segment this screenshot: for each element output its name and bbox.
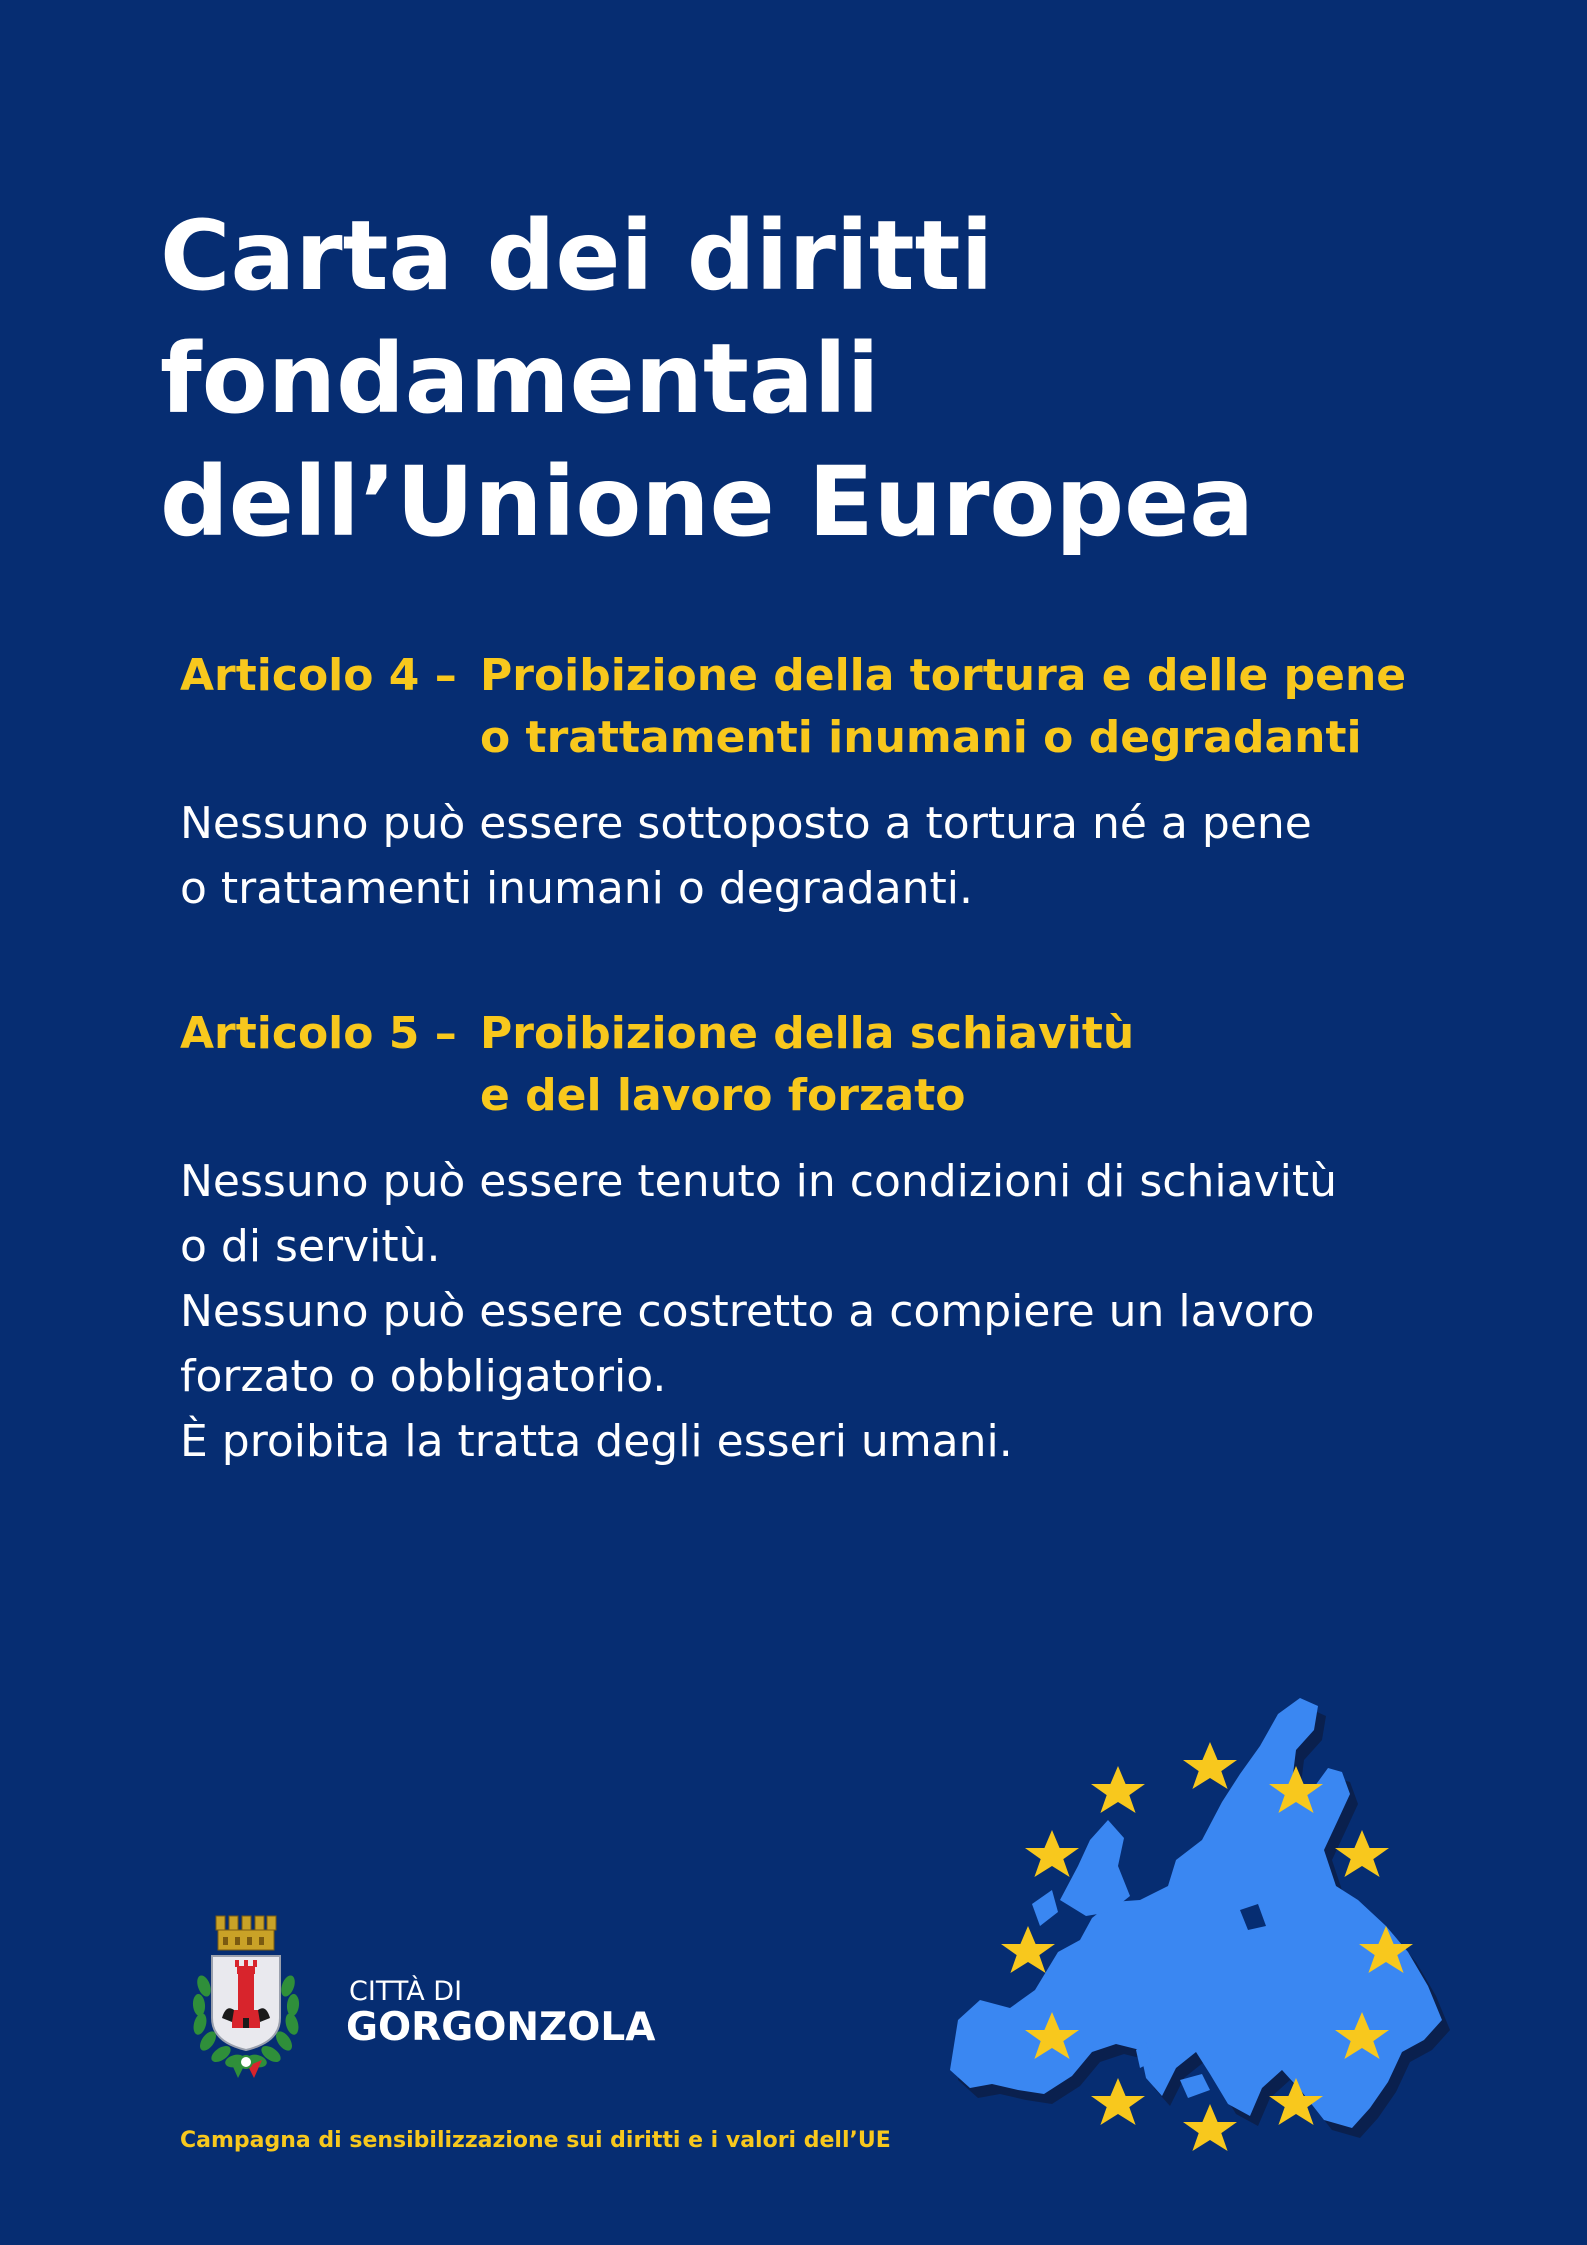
article-heading	[180, 645, 1480, 769]
article-text-line: o trattamenti inumani o degradanti.	[180, 863, 974, 914]
article-text-line: Nessuno può essere tenuto in condizioni di schiavitù	[180, 1156, 1337, 1207]
poster-title-line: fondamentali	[160, 323, 880, 435]
article-title-line: e del lavoro forzato	[480, 1070, 966, 1121]
article-text-line: È proibita la tratta degli esseri umani.	[180, 1416, 1013, 1467]
gorgonzola-crest-icon	[190, 1910, 302, 2088]
article-title-line: Proibizione della tortura e delle pene	[480, 650, 1407, 701]
article-text-line: o di servitù.	[180, 1221, 441, 1272]
article-text	[180, 791, 1480, 921]
article-number: Articolo 4 –	[180, 650, 457, 701]
poster-title-line: Carta dei diritti	[160, 200, 994, 312]
europe-map-icon	[940, 1690, 1500, 2170]
campaign-caption: Campagna di sensibilizzazione sui diritti e i valori dell’UE	[180, 2128, 891, 2153]
city-label: CITTÀ DI	[349, 1976, 463, 2007]
poster-title	[160, 195, 1460, 564]
city-name: GORGONZOLA	[346, 2005, 656, 2050]
article-title-line: o trattamenti inumani o degradanti	[480, 712, 1362, 763]
poster-title-line: dell’Unione Europea	[160, 446, 1254, 558]
article-heading	[180, 1003, 1480, 1127]
article-4	[180, 645, 1480, 921]
article-text	[180, 1149, 1480, 1474]
article-text-line: Nessuno può essere costretto a compiere un lavoro	[180, 1286, 1315, 1337]
article-5	[180, 1003, 1480, 1474]
article-title	[480, 1003, 1134, 1127]
article-number: Articolo 5 –	[180, 1008, 457, 1059]
article-text-line: Nessuno può essere sottoposto a tortura né a pene	[180, 798, 1312, 849]
article-text-line: forzato o obbligatorio.	[180, 1351, 667, 1402]
article-title	[480, 645, 1406, 769]
article-title-line: Proibizione della schiavitù	[480, 1008, 1135, 1059]
